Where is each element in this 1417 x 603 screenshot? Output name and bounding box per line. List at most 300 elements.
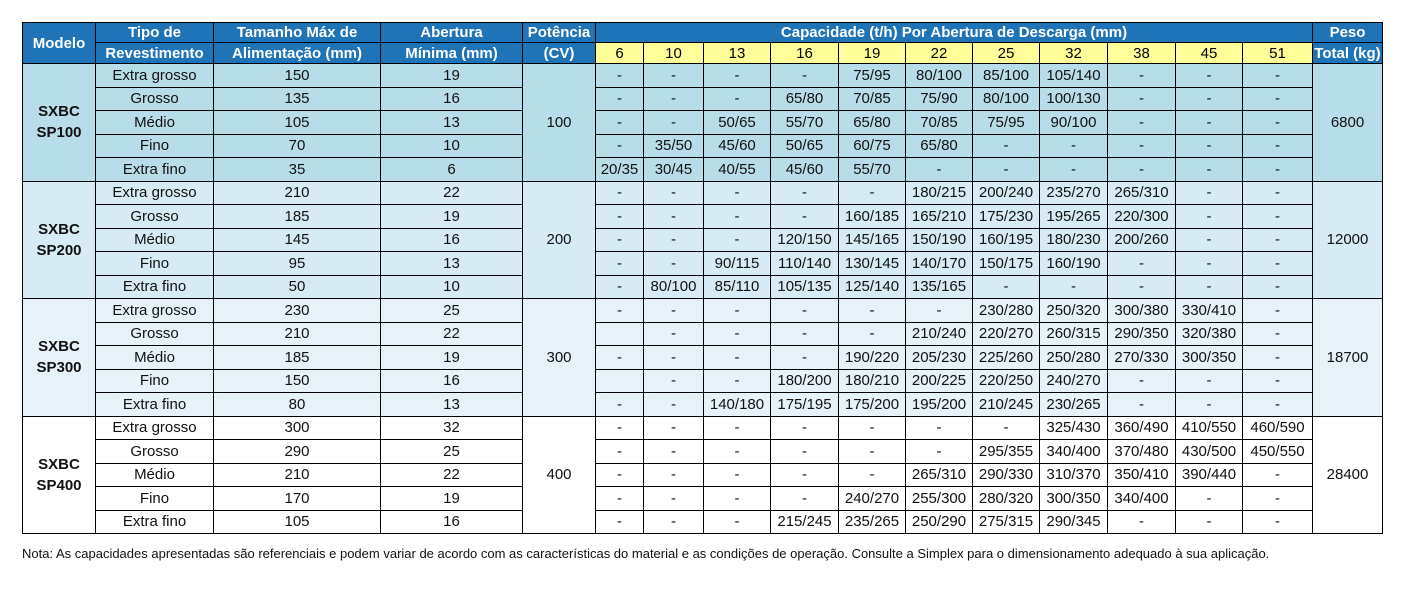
capacity-cell: 250/320 xyxy=(1040,299,1108,323)
capacity-cell: 145/165 xyxy=(839,228,906,252)
capacity-cell: - xyxy=(1108,64,1176,88)
capacity-cell: - xyxy=(644,228,704,252)
capacity-cell: 80/100 xyxy=(973,87,1040,111)
capacity-cell: - xyxy=(644,87,704,111)
capacity-cell: 235/270 xyxy=(1040,181,1108,205)
capacity-cell: 150/190 xyxy=(906,228,973,252)
header-tipo-line2: Revestimento xyxy=(96,43,214,64)
capacity-cell: - xyxy=(704,181,771,205)
model-name-line1: SXBC xyxy=(38,455,80,473)
capacity-cell: - xyxy=(596,134,644,158)
tipo-cell: Fino xyxy=(96,487,214,511)
capacity-cell: 40/55 xyxy=(704,158,771,182)
header-peso-line1: Peso xyxy=(1313,23,1383,43)
capacity-cell: 65/80 xyxy=(771,87,839,111)
tamanho-cell: 210 xyxy=(214,463,381,487)
capacity-cell: 230/280 xyxy=(973,299,1040,323)
capacity-cell: - xyxy=(839,463,906,487)
capacity-cell: - xyxy=(596,393,644,417)
tipo-cell: Médio xyxy=(96,111,214,135)
abertura-cell: 6 xyxy=(381,158,523,182)
capacity-cell: - xyxy=(596,275,644,299)
tamanho-cell: 230 xyxy=(214,299,381,323)
table-body xyxy=(23,64,1383,534)
header-abertura-descarga: 16 xyxy=(771,43,839,64)
capacity-cell: - xyxy=(596,463,644,487)
capacity-cell: - xyxy=(596,64,644,88)
capacity-cell: - xyxy=(1243,346,1313,370)
capacity-cell: 160/195 xyxy=(973,228,1040,252)
peso-cell: 12000 xyxy=(1313,181,1383,299)
capacity-cell: 350/410 xyxy=(1108,463,1176,487)
capacity-cell: - xyxy=(704,64,771,88)
capacity-cell: - xyxy=(1176,64,1243,88)
capacity-cell: - xyxy=(1040,134,1108,158)
capacity-cell: 80/100 xyxy=(906,64,973,88)
capacity-cell: - xyxy=(1176,228,1243,252)
capacity-cell: - xyxy=(596,181,644,205)
capacity-cell: - xyxy=(596,510,644,534)
capacity-cell: 105/140 xyxy=(1040,64,1108,88)
capacity-cell: 175/200 xyxy=(839,393,906,417)
capacity-cell: 175/230 xyxy=(973,205,1040,229)
header-abertura-line1: Abertura xyxy=(381,23,523,43)
capacity-cell: - xyxy=(1243,134,1313,158)
potencia-cell: 300 xyxy=(523,299,596,417)
potencia-cell: 400 xyxy=(523,416,596,534)
capacity-cell: - xyxy=(1243,87,1313,111)
capacity-cell: - xyxy=(644,440,704,464)
capacity-cell: 135/165 xyxy=(906,275,973,299)
tamanho-cell: 290 xyxy=(214,440,381,464)
capacity-cell: - xyxy=(973,158,1040,182)
table-row xyxy=(23,299,1383,323)
capacity-cell: 290/345 xyxy=(1040,510,1108,534)
capacity-cell: 340/400 xyxy=(1040,440,1108,464)
header-abertura-descarga: 51 xyxy=(1243,43,1313,64)
capacity-cell: 65/80 xyxy=(906,134,973,158)
capacity-cell: - xyxy=(1243,510,1313,534)
capacity-cell: - xyxy=(1243,275,1313,299)
capacity-cell: - xyxy=(771,416,839,440)
capacity-cell: 140/170 xyxy=(906,252,973,276)
capacity-cell: - xyxy=(644,487,704,511)
capacity-cell: - xyxy=(596,205,644,229)
model-cell xyxy=(23,181,96,299)
capacity-cell: 180/200 xyxy=(771,369,839,393)
tipo-cell: Extra fino xyxy=(96,275,214,299)
capacity-cell: 250/290 xyxy=(906,510,973,534)
capacity-cell: - xyxy=(1243,252,1313,276)
capacity-cell xyxy=(596,322,644,346)
tamanho-cell: 145 xyxy=(214,228,381,252)
capacity-cell: 270/330 xyxy=(1108,346,1176,370)
header-abertura-descarga: 13 xyxy=(704,43,771,64)
capacity-cell: - xyxy=(1176,158,1243,182)
capacity-cell: - xyxy=(596,487,644,511)
capacity-cell: - xyxy=(644,510,704,534)
tipo-cell: Médio xyxy=(96,346,214,370)
header-abertura-descarga: 32 xyxy=(1040,43,1108,64)
header-abertura-descarga: 38 xyxy=(1108,43,1176,64)
capacity-cell: - xyxy=(1176,510,1243,534)
capacity-cell: 90/115 xyxy=(704,252,771,276)
capacity-cell: - xyxy=(906,299,973,323)
header-modelo: Modelo xyxy=(23,23,96,64)
capacity-cell: 125/140 xyxy=(839,275,906,299)
table-row xyxy=(23,440,1383,464)
table-row xyxy=(23,487,1383,511)
capacity-cell: 265/310 xyxy=(906,463,973,487)
header-tamanho-line1: Tamanho Máx de xyxy=(214,23,381,43)
capacity-cell: - xyxy=(771,64,839,88)
peso-cell: 18700 xyxy=(1313,299,1383,417)
capacity-cell: - xyxy=(771,299,839,323)
capacity-cell: - xyxy=(906,158,973,182)
abertura-cell: 22 xyxy=(381,322,523,346)
tamanho-cell: 135 xyxy=(214,87,381,111)
capacity-cell: - xyxy=(704,346,771,370)
capacity-cell: - xyxy=(1108,393,1176,417)
tamanho-cell: 210 xyxy=(214,322,381,346)
capacity-cell: - xyxy=(1108,111,1176,135)
capacity-cell: - xyxy=(644,111,704,135)
table-row xyxy=(23,322,1383,346)
capacity-cell: - xyxy=(1176,111,1243,135)
capacity-cell: 290/330 xyxy=(973,463,1040,487)
tamanho-cell: 150 xyxy=(214,64,381,88)
capacity-cell: 190/220 xyxy=(839,346,906,370)
header-abertura-descarga: 6 xyxy=(596,43,644,64)
capacity-cell: - xyxy=(839,322,906,346)
capacity-cell: - xyxy=(1040,275,1108,299)
tipo-cell: Grosso xyxy=(96,205,214,229)
capacity-cell: 75/90 xyxy=(906,87,973,111)
capacity-cell: 100/130 xyxy=(1040,87,1108,111)
tipo-cell: Fino xyxy=(96,252,214,276)
capacity-cell: 200/260 xyxy=(1108,228,1176,252)
table-row xyxy=(23,463,1383,487)
abertura-cell: 16 xyxy=(381,369,523,393)
capacity-cell: 90/100 xyxy=(1040,111,1108,135)
capacity-cell: 410/550 xyxy=(1176,416,1243,440)
capacity-cell: - xyxy=(644,252,704,276)
table-row xyxy=(23,87,1383,111)
capacity-cell: 310/370 xyxy=(1040,463,1108,487)
model-cell xyxy=(23,416,96,534)
capacity-cell: 220/250 xyxy=(973,369,1040,393)
tamanho-cell: 185 xyxy=(214,346,381,370)
capacity-cell: 140/180 xyxy=(704,393,771,417)
capacity-cell: - xyxy=(704,299,771,323)
capacity-cell: - xyxy=(1176,205,1243,229)
table-row xyxy=(23,510,1383,534)
header-abertura-descarga: 25 xyxy=(973,43,1040,64)
abertura-cell: 13 xyxy=(381,252,523,276)
capacity-cell: 70/85 xyxy=(906,111,973,135)
capacity-cell xyxy=(596,369,644,393)
model-cell xyxy=(23,299,96,417)
capacity-cell: - xyxy=(704,322,771,346)
capacity-cell: - xyxy=(1243,181,1313,205)
capacity-cell: 30/45 xyxy=(644,158,704,182)
capacity-cell: 150/175 xyxy=(973,252,1040,276)
capacity-cell: - xyxy=(1176,487,1243,511)
tamanho-cell: 95 xyxy=(214,252,381,276)
capacity-cell: - xyxy=(1176,87,1243,111)
capacity-cell: 175/195 xyxy=(771,393,839,417)
capacity-cell: - xyxy=(1243,111,1313,135)
capacity-cell: - xyxy=(771,346,839,370)
abertura-cell: 10 xyxy=(381,134,523,158)
capacity-cell: - xyxy=(1243,228,1313,252)
tipo-cell: Extra grosso xyxy=(96,416,214,440)
capacity-cell: - xyxy=(1243,487,1313,511)
model-name-line2: SP100 xyxy=(36,124,82,142)
tamanho-cell: 105 xyxy=(214,111,381,135)
header-peso-line2: Total (kg) xyxy=(1314,44,1381,62)
capacity-cell: 260/315 xyxy=(1040,322,1108,346)
capacity-cell: - xyxy=(1176,275,1243,299)
capacity-cell: 325/430 xyxy=(1040,416,1108,440)
capacity-cell: - xyxy=(704,440,771,464)
capacity-cell: 330/410 xyxy=(1176,299,1243,323)
capacity-cell: - xyxy=(596,299,644,323)
abertura-cell: 16 xyxy=(381,87,523,111)
capacity-cell: 75/95 xyxy=(839,64,906,88)
capacity-cell: 65/80 xyxy=(839,111,906,135)
capacity-cell: - xyxy=(596,87,644,111)
capacity-cell: - xyxy=(1176,252,1243,276)
tamanho-cell: 150 xyxy=(214,369,381,393)
capacity-cell: - xyxy=(644,346,704,370)
tipo-cell: Extra fino xyxy=(96,158,214,182)
table-row xyxy=(23,275,1383,299)
header-abertura-descarga: 22 xyxy=(906,43,973,64)
capacity-cell: 360/490 xyxy=(1108,416,1176,440)
header-potencia-line2: (CV) xyxy=(523,43,596,64)
capacity-cell: 55/70 xyxy=(839,158,906,182)
capacity-cell: 250/280 xyxy=(1040,346,1108,370)
capacity-cell: - xyxy=(1108,158,1176,182)
capacity-cell: - xyxy=(1243,158,1313,182)
capacity-cell: 370/480 xyxy=(1108,440,1176,464)
tamanho-cell: 80 xyxy=(214,393,381,417)
capacity-cell: - xyxy=(596,111,644,135)
table-row xyxy=(23,111,1383,135)
capacity-cell: 45/60 xyxy=(704,134,771,158)
tamanho-cell: 50 xyxy=(214,275,381,299)
tipo-cell: Médio xyxy=(96,228,214,252)
tamanho-cell: 35 xyxy=(214,158,381,182)
capacity-cell: 110/140 xyxy=(771,252,839,276)
potencia-cell: 100 xyxy=(523,64,596,182)
header-abertura-descarga: 10 xyxy=(644,43,704,64)
capacity-cell: - xyxy=(644,463,704,487)
capacity-cell: - xyxy=(839,416,906,440)
table-row xyxy=(23,181,1383,205)
peso-cell: 6800 xyxy=(1313,64,1383,182)
header-capacidade: Capacidade (t/h) Por Abertura de Descarga (mm) xyxy=(596,23,1313,43)
capacity-cell: - xyxy=(704,463,771,487)
capacity-cell: - xyxy=(596,346,644,370)
capacity-cell: - xyxy=(704,87,771,111)
capacity-cell: - xyxy=(704,510,771,534)
capacity-cell: - xyxy=(644,393,704,417)
capacity-cell: 225/260 xyxy=(973,346,1040,370)
capacity-cell: 300/380 xyxy=(1108,299,1176,323)
capacity-cell: - xyxy=(1108,134,1176,158)
abertura-cell: 19 xyxy=(381,64,523,88)
capacity-table xyxy=(22,22,1383,534)
capacity-cell: - xyxy=(1108,87,1176,111)
capacity-cell: - xyxy=(973,275,1040,299)
capacity-cell: 255/300 xyxy=(906,487,973,511)
capacity-cell: - xyxy=(1176,181,1243,205)
model-name-line1: SXBC xyxy=(38,103,80,121)
abertura-cell: 19 xyxy=(381,487,523,511)
capacity-cell: 290/350 xyxy=(1108,322,1176,346)
capacity-cell: 430/500 xyxy=(1176,440,1243,464)
capacity-cell: 200/225 xyxy=(906,369,973,393)
capacity-cell: 265/310 xyxy=(1108,181,1176,205)
capacity-cell: 55/70 xyxy=(771,111,839,135)
capacity-cell: 275/315 xyxy=(973,510,1040,534)
model-name-line1: SXBC xyxy=(38,338,80,356)
tipo-cell: Fino xyxy=(96,369,214,393)
capacity-cell: 105/135 xyxy=(771,275,839,299)
abertura-cell: 19 xyxy=(381,205,523,229)
capacity-cell: 295/355 xyxy=(973,440,1040,464)
capacity-cell: 450/550 xyxy=(1243,440,1313,464)
capacity-cell: - xyxy=(771,487,839,511)
capacity-cell: 85/100 xyxy=(973,64,1040,88)
capacity-cell: 160/190 xyxy=(1040,252,1108,276)
capacity-cell: 320/380 xyxy=(1176,322,1243,346)
abertura-cell: 25 xyxy=(381,299,523,323)
header-tipo-line1: Tipo de xyxy=(96,23,214,43)
capacity-cell: 165/210 xyxy=(906,205,973,229)
abertura-cell: 13 xyxy=(381,111,523,135)
table-row xyxy=(23,205,1383,229)
capacity-cell: - xyxy=(906,416,973,440)
capacity-cell: - xyxy=(596,228,644,252)
capacity-cell: - xyxy=(839,440,906,464)
capacity-cell: - xyxy=(1108,252,1176,276)
abertura-cell: 13 xyxy=(381,393,523,417)
tipo-cell: Grosso xyxy=(96,322,214,346)
table-row xyxy=(23,393,1383,417)
capacity-cell: 205/230 xyxy=(906,346,973,370)
capacity-cell: 210/245 xyxy=(973,393,1040,417)
capacity-cell: - xyxy=(839,181,906,205)
model-name-line2: SP400 xyxy=(36,476,82,494)
tipo-cell: Extra grosso xyxy=(96,181,214,205)
capacity-cell: - xyxy=(771,205,839,229)
tamanho-cell: 70 xyxy=(214,134,381,158)
header-abertura-descarga: 19 xyxy=(839,43,906,64)
capacity-cell: - xyxy=(1040,158,1108,182)
capacity-cell: 240/270 xyxy=(839,487,906,511)
model-name-line2: SP200 xyxy=(36,241,82,259)
tamanho-cell: 300 xyxy=(214,416,381,440)
capacity-cell: - xyxy=(1243,369,1313,393)
abertura-cell: 16 xyxy=(381,228,523,252)
abertura-cell: 16 xyxy=(381,510,523,534)
capacity-cell: - xyxy=(1243,64,1313,88)
header-abertura-descarga: 45 xyxy=(1176,43,1243,64)
capacity-cell: - xyxy=(644,181,704,205)
peso-cell: 28400 xyxy=(1313,416,1383,534)
capacity-cell: 280/320 xyxy=(973,487,1040,511)
capacity-cell: - xyxy=(1243,322,1313,346)
capacity-cell: - xyxy=(771,322,839,346)
capacity-cell: - xyxy=(704,487,771,511)
tipo-cell: Grosso xyxy=(96,87,214,111)
capacity-cell: 235/265 xyxy=(839,510,906,534)
capacity-cell: 390/440 xyxy=(1176,463,1243,487)
capacity-cell: 160/185 xyxy=(839,205,906,229)
abertura-cell: 22 xyxy=(381,463,523,487)
tipo-cell: Extra grosso xyxy=(96,299,214,323)
abertura-cell: 25 xyxy=(381,440,523,464)
capacity-cell: - xyxy=(1176,134,1243,158)
tamanho-cell: 210 xyxy=(214,181,381,205)
tipo-cell: Extra fino xyxy=(96,510,214,534)
capacity-cell: 300/350 xyxy=(1176,346,1243,370)
capacity-cell: - xyxy=(1108,275,1176,299)
capacity-cell: - xyxy=(1108,369,1176,393)
capacity-cell: 80/100 xyxy=(644,275,704,299)
capacity-cell: 20/35 xyxy=(596,158,644,182)
capacity-cell: - xyxy=(1176,369,1243,393)
capacity-cell: 180/210 xyxy=(839,369,906,393)
capacity-cell: - xyxy=(704,228,771,252)
table-row xyxy=(23,158,1383,182)
capacity-cell: - xyxy=(906,440,973,464)
capacity-cell: - xyxy=(973,134,1040,158)
capacity-cell: 195/200 xyxy=(906,393,973,417)
capacity-cell: 220/270 xyxy=(973,322,1040,346)
capacity-cell: 35/50 xyxy=(644,134,704,158)
capacity-cell: 300/350 xyxy=(1040,487,1108,511)
capacity-cell: - xyxy=(644,205,704,229)
tipo-cell: Grosso xyxy=(96,440,214,464)
capacity-cell: 130/145 xyxy=(839,252,906,276)
capacity-cell: 215/245 xyxy=(771,510,839,534)
capacity-cell: 60/75 xyxy=(839,134,906,158)
tamanho-cell: 185 xyxy=(214,205,381,229)
capacity-cell: - xyxy=(1243,299,1313,323)
capacity-cell: - xyxy=(1108,510,1176,534)
capacity-cell: - xyxy=(644,299,704,323)
capacity-cell: - xyxy=(704,369,771,393)
table-row xyxy=(23,134,1383,158)
capacity-cell: - xyxy=(973,416,1040,440)
capacity-cell: 195/265 xyxy=(1040,205,1108,229)
capacity-cell: - xyxy=(596,252,644,276)
capacity-cell: 230/265 xyxy=(1040,393,1108,417)
table-row xyxy=(23,369,1383,393)
tipo-cell: Extra fino xyxy=(96,393,214,417)
capacity-cell: 50/65 xyxy=(704,111,771,135)
potencia-cell: 200 xyxy=(523,181,596,299)
tipo-cell: Extra grosso xyxy=(96,64,214,88)
abertura-cell: 19 xyxy=(381,346,523,370)
capacity-cell: 75/95 xyxy=(973,111,1040,135)
table-row xyxy=(23,416,1383,440)
capacity-cell: - xyxy=(839,299,906,323)
